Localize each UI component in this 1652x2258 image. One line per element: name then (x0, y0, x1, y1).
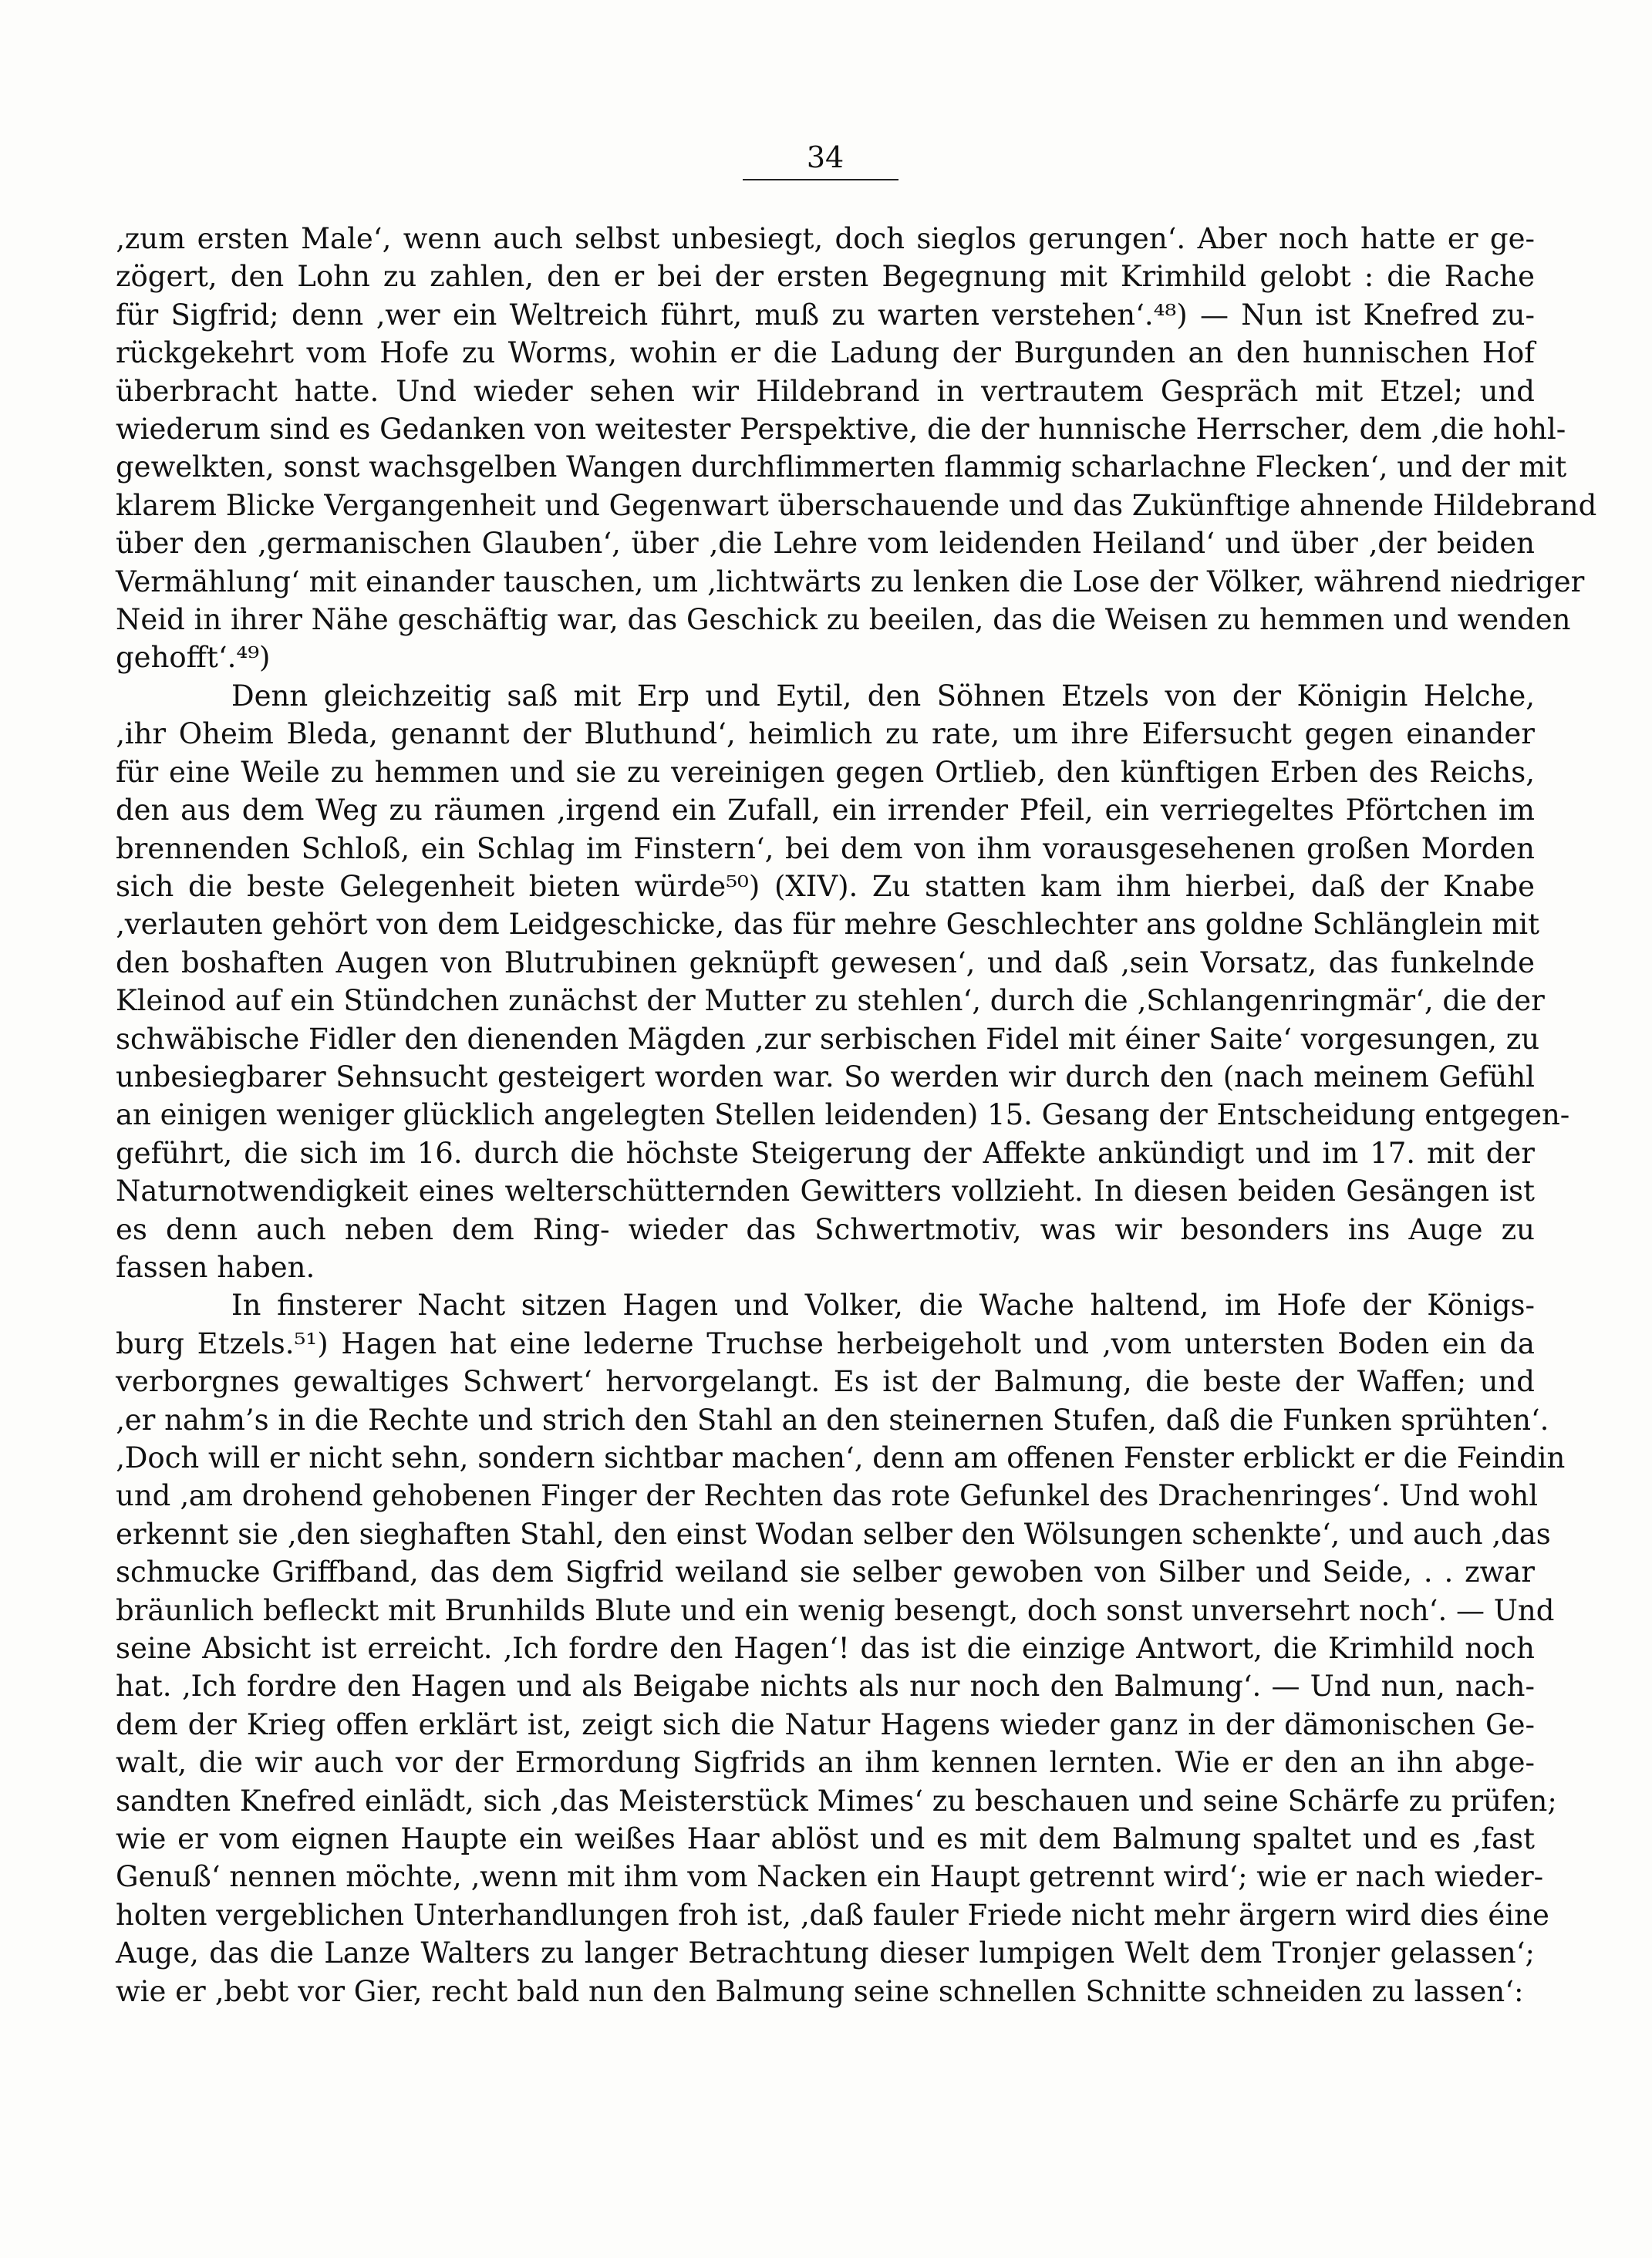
text-line: Neid in ihrer Nähe geschäftig war, das Geschick zu beeilen, das die Weisen zu hemmen und wenden (116, 603, 1571, 637)
text-line: fassen haben. (116, 1250, 315, 1284)
text-line: wie er vom eignen Haupte ein weißes Haar ablöst und es mit dem Balmung spaltet und es ‚fast (116, 1822, 1535, 1856)
text-line: den aus dem Weg zu räumen ‚irgend ein Zufall, ein irrender Pfeil, ein verriegeltes Pförtchen im (116, 794, 1535, 827)
text-line: hat. ‚Ich fordre den Hagen und als Beigabe nichts als nur noch den Balmung‘. — Und nun, nach- (116, 1670, 1535, 1704)
text-line: erkennt sie ‚den sieghaften Stahl, den einst Wodan selber den Wölsungen schenkte‘, und auch ‚das (116, 1517, 1551, 1551)
text-line: brennenden Schloß, ein Schlag im Finstern‘, bei dem von ihm vorausgesehenen großen Morden (116, 831, 1535, 865)
text-line: Naturnotwendigkeit eines welterschütternden Gewitters vollzieht. In diesen beiden Gesängen ist (116, 1174, 1535, 1208)
text-line: ‚er nahm’s in die Rechte und strich den Stahl an den steinernen Stufen, daß die Funken sprühten‘. (116, 1403, 1549, 1437)
header-rule (743, 179, 898, 180)
text-line: sich die beste Gelegenheit bieten würde⁵⁰) (XIV). Zu statten kam ihm hierbei, daß der Knabe (116, 869, 1535, 903)
text-line: ‚ihr Oheim Bleda, genannt der Bluthund‘, heimlich zu rate, um ihre Eifersucht gegen einander (116, 717, 1535, 751)
text-line: Kleinod auf ein Stündchen zunächst der Mutter zu stehlen‘, durch die ‚Schlangenringmär‘, die der (116, 984, 1545, 1018)
paragraph (116, 677, 1570, 1287)
page-number: 34 (806, 140, 845, 174)
text-line: burg Etzels.⁵¹) Hagen hat eine lederne Truchse herbeigeholt und ‚vom untersten Boden ein da (116, 1326, 1535, 1360)
text-line: bräunlich befleckt mit Brunhilds Blute und ein wenig besengt, doch sonst unversehrt noch‘. — Und (116, 1593, 1555, 1627)
body-text (116, 220, 1597, 2010)
text-line: schwäbische Fidler den dienenden Mägden ‚zur serbischen Fidel mit éiner Saite‘ vorgesungen, zu (116, 1022, 1540, 1056)
text-line: an einigen weniger glücklich angelegten Stellen leidenden) 15. Gesang der Entscheidung entgegen- (116, 1098, 1570, 1132)
text-line: ‚zum ersten Male‘, wenn auch selbst unbesiegt, doch sieglos gerungen‘. Aber noch hatte er ge- (116, 222, 1535, 255)
text-line: verborgnes gewaltiges Schwert‘ hervorgelangt. Es ist der Balmung, die beste der Waffen; und (116, 1365, 1535, 1399)
text-line: den boshaften Augen von Blutrubinen geknüpft gewesen‘, und daß ‚sein Vorsatz, das funkelnde (116, 945, 1535, 979)
text-line: klarem Blicke Vergangenheit und Gegenwart überschauende und das Zukünftige ahnende Hildebrand (116, 488, 1597, 522)
text-line: walt, die wir auch vor der Ermordung Sigfrids an ihm kennen lernten. Wie er den an ihn abge- (116, 1746, 1535, 1780)
text-line: Auge, das die Lanze Walters zu langer Betrachtung dieser lumpigen Welt dem Tronjer gelassen‘; (116, 1936, 1535, 1970)
text-line: ‚verlauten gehört von dem Leidgeschicke, das für mehre Geschlechter ans goldne Schlänglein mit (116, 908, 1539, 942)
text-line: über den ‚germanischen Glauben‘, über ‚die Lehre vom leidenden Heiland‘ und über ‚der beiden (116, 527, 1535, 561)
text-line: und ‚am drohend gehobenen Finger der Rechten das rote Gefunkel des Drachenringes‘. Und wohl (116, 1479, 1539, 1513)
text-line: In finsterer Nacht sitzen Hagen und Volker, die Wache haltend, im Hofe der Königs- (231, 1289, 1535, 1323)
text-line: für Sigfrid; denn ‚wer ein Weltreich führt, muß zu warten verstehen‘.⁴⁸) — Nun ist Knefred zu- (116, 298, 1535, 332)
text-line: für eine Weile zu hemmen und sie zu vereinigen gegen Ortlieb, den künftigen Erben des Reichs, (116, 755, 1535, 789)
paragraph (116, 1286, 1566, 2010)
text-line: rückgekehrt vom Hofe zu Worms, wohin er die Ladung der Burgunden an den hunnischen Hof (116, 336, 1535, 370)
text-line: gewelkten, sonst wachsgelben Wangen durchflimmerten flammig scharlachne Flecken‘, und der mit (116, 450, 1567, 484)
text-line: holten vergeblichen Unterhandlungen froh ist, ‚daß fauler Friede nicht mehr ärgern wird dies éine (116, 1898, 1549, 1932)
paragraph (116, 220, 1597, 677)
text-line: seine Absicht ist erreicht. ‚Ich fordre den Hagen‘! das ist die einzige Antwort, die Krimhild noch (116, 1632, 1535, 1666)
text-line: gehofft‘.⁴⁹) (116, 641, 271, 675)
text-line: wiederum sind es Gedanken von weitester Perspektive, die der hunnische Herrscher, dem ‚die hohl- (116, 413, 1566, 447)
text-line: unbesiegbarer Sehnsucht gesteigert worden war. So werden wir durch den (nach meinem Gefühl (116, 1060, 1535, 1094)
text-line: geführt, die sich im 16. durch die höchste Steigerung der Affekte ankündigt und im 17. mit der (116, 1136, 1535, 1170)
text-line: sandten Knefred einlädt, sich ‚das Meisterstück Mimes‘ zu beschauen und seine Schärfe zu prüfen; (116, 1784, 1557, 1818)
text-line: Genuß‘ nennen möchte, ‚wenn mit ihm vom Nacken ein Haupt getrennt wird‘; wie er nach wieder- (116, 1860, 1544, 1894)
text-line: es denn auch neben dem Ring- wieder das Schwertmotiv, was wir besonders ins Auge zu (116, 1212, 1535, 1246)
text-line: schmucke Griffband, das dem Sigfrid weiland sie selber gewoben von Silber und Seide, . . zwar (116, 1555, 1535, 1589)
text-line: überbracht hatte. Und wieder sehen wir Hildebrand in vertrautem Gespräch mit Etzel; und (116, 374, 1535, 408)
text-line: ‚Doch will er nicht sehn, sondern sichtbar machen‘, denn am offenen Fenster erblickt er die Feindin (116, 1441, 1566, 1474)
text-line: zögert, den Lohn zu zahlen, den er bei der ersten Begegnung mit Krimhild gelobt : die Rache (116, 260, 1535, 294)
text-line: Vermählung‘ mit einander tauschen, um ‚lichtwärts zu lenken die Lose der Völker, während niedriger (116, 564, 1585, 598)
text-line: Denn gleichzeitig saß mit Erp und Eytil, den Söhnen Etzels von der Königin Helche, (231, 679, 1535, 713)
text-line: dem der Krieg offen erklärt ist, zeigt sich die Natur Hagens wieder ganz in der dämonischen Ge- (116, 1707, 1535, 1741)
text-line: wie er ‚bebt vor Gier, recht bald nun den Balmung seine schnellen Schnitte schneiden zu lassen‘: (116, 1974, 1524, 2008)
